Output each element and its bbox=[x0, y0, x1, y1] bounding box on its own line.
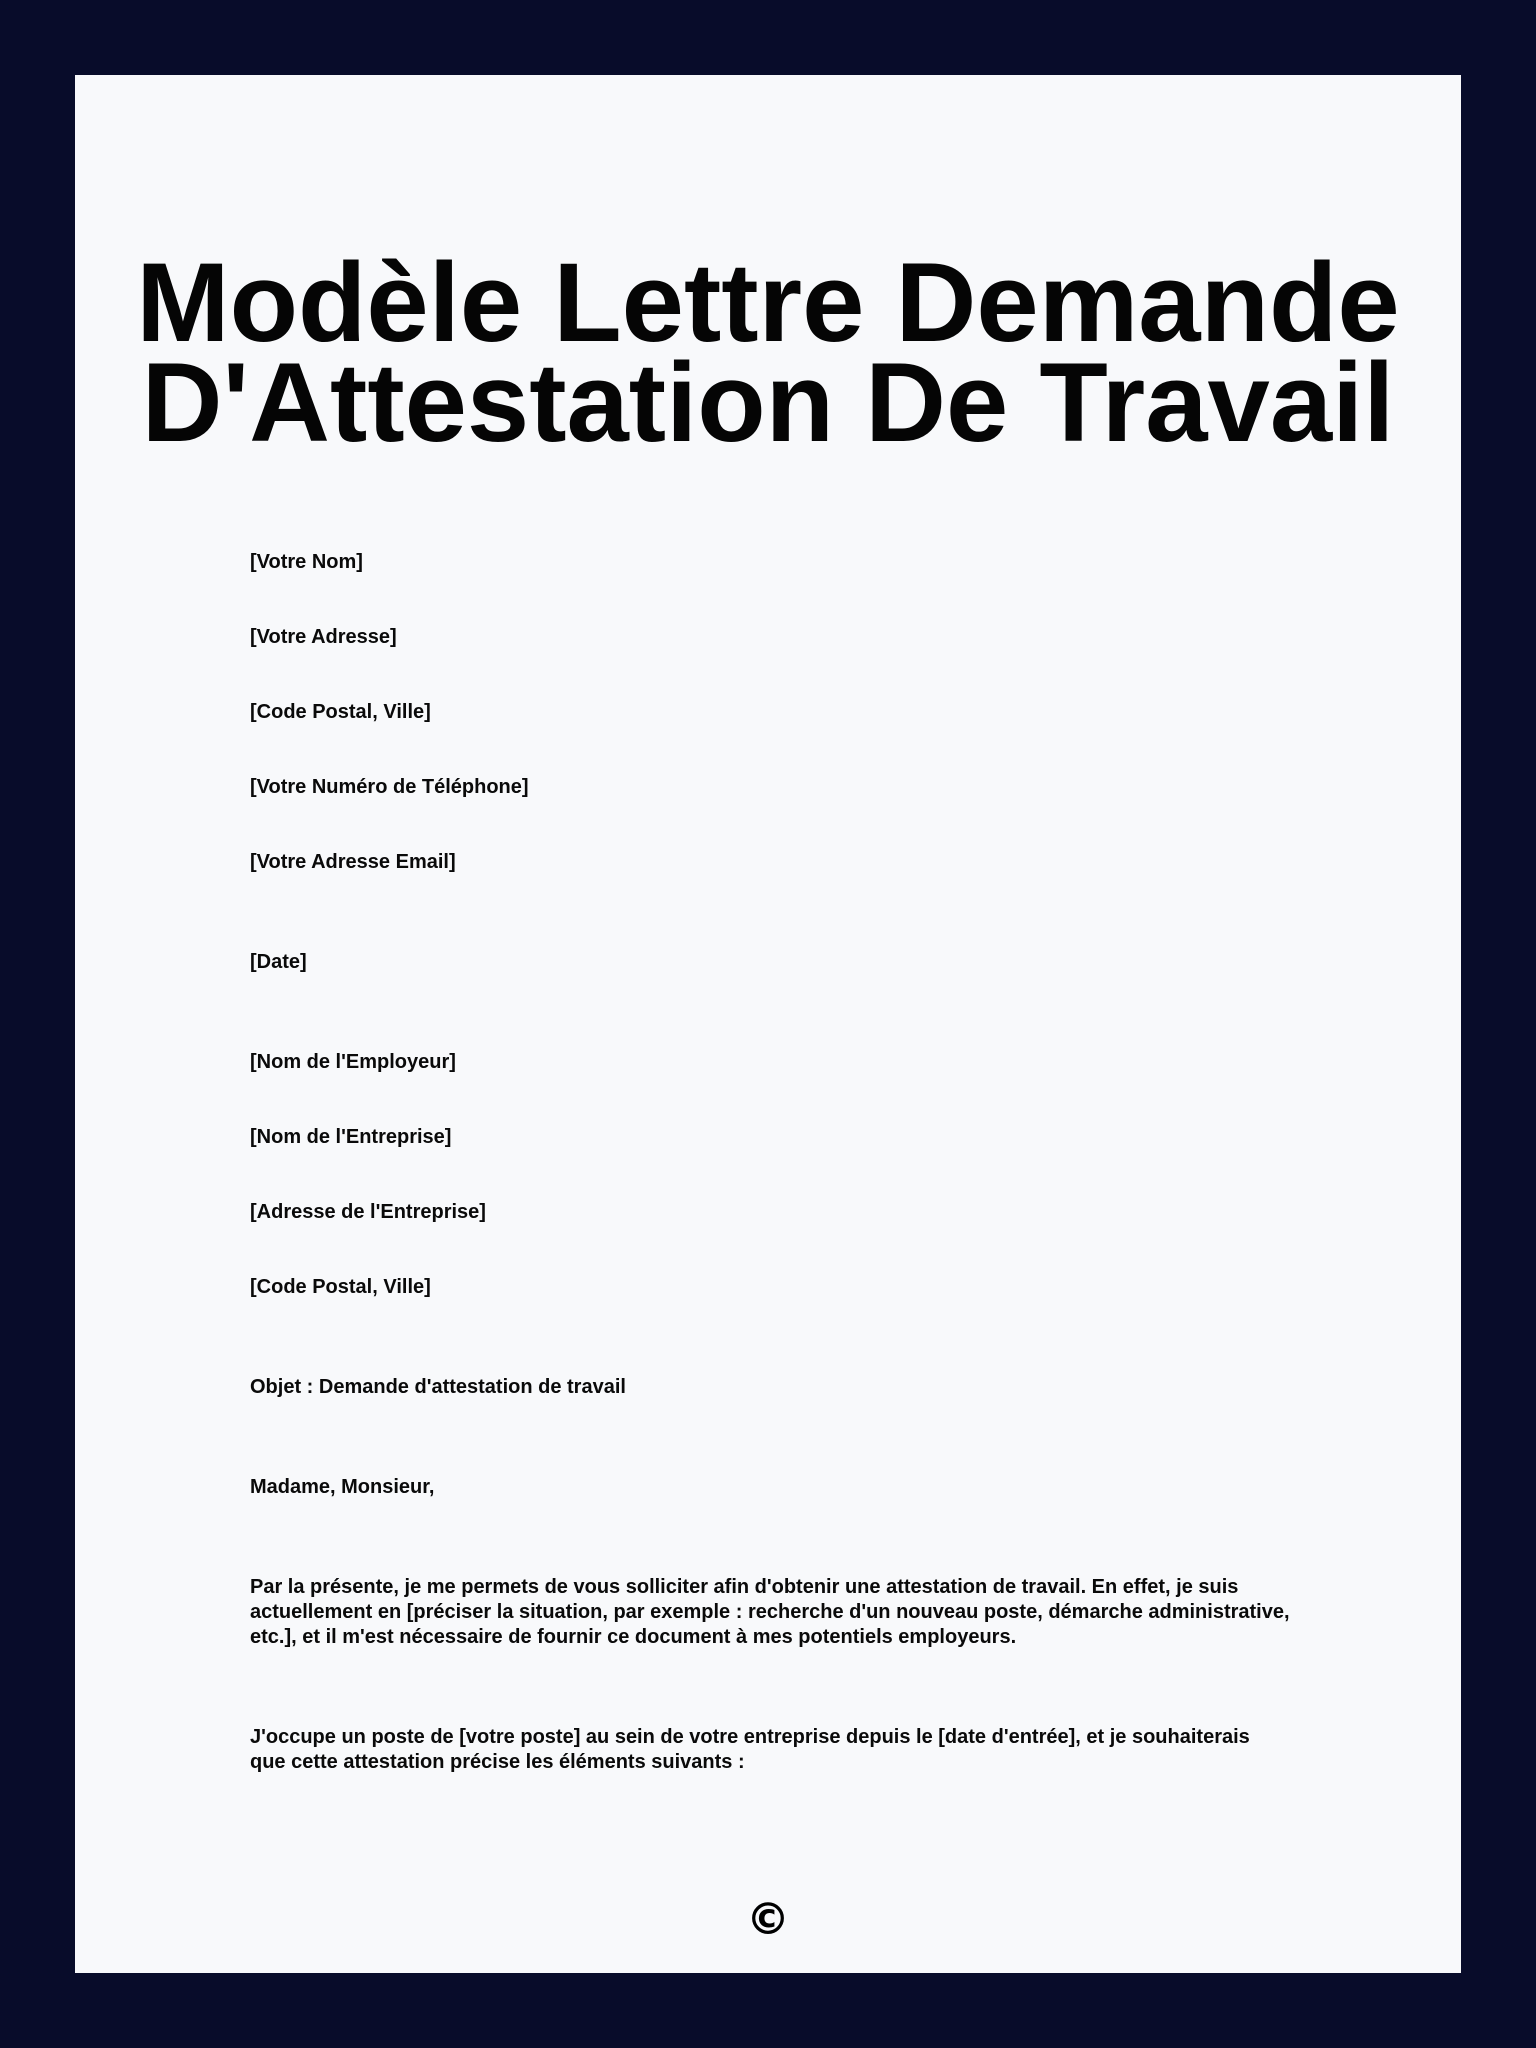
recipient-company-name: [Nom de l'Entreprise] bbox=[250, 1126, 452, 1148]
letter-subject: Objet : Demande d'attestation de travail bbox=[250, 1376, 626, 1398]
recipient-postal-city: [Code Postal, Ville] bbox=[250, 1276, 431, 1298]
sender-postal-city: [Code Postal, Ville] bbox=[250, 701, 431, 723]
sender-phone: [Votre Numéro de Téléphone] bbox=[250, 776, 529, 798]
sender-address: [Votre Adresse] bbox=[250, 626, 397, 648]
sender-email: [Votre Adresse Email] bbox=[250, 851, 456, 873]
title-line-2: D'Attestation De Travail bbox=[141, 340, 1395, 465]
letter-date: [Date] bbox=[250, 951, 307, 973]
letter-salutation: Madame, Monsieur, bbox=[250, 1476, 435, 1498]
letter-page bbox=[75, 75, 1461, 1973]
letter-paragraph-2: J'occupe un poste de [votre poste] au sein de votre entreprise depuis le [date d'entrée], et je souhaiterais que cette attestation précise les éléments suivants : bbox=[250, 1726, 1250, 1773]
recipient-company-address: [Adresse de l'Entreprise] bbox=[250, 1201, 486, 1223]
title-line-1: Modèle Lettre Demande bbox=[136, 240, 1400, 365]
sender-name: [Votre Nom] bbox=[250, 551, 363, 573]
letter-paragraph-1: Par la présente, je me permets de vous solliciter afin d'obtenir une attestation de travail. En effet, je suis actuellement en [préciser la situation, par exemple : recherche d'un nouveau poste, démarche administrative, etc.], et il m'est nécessaire de fournir ce document à mes potentiels employeurs. bbox=[250, 1576, 1290, 1648]
copyright-icon: © bbox=[746, 1894, 790, 1945]
page-title bbox=[75, 240, 1461, 465]
recipient-employer-name: [Nom de l'Employeur] bbox=[250, 1051, 456, 1073]
